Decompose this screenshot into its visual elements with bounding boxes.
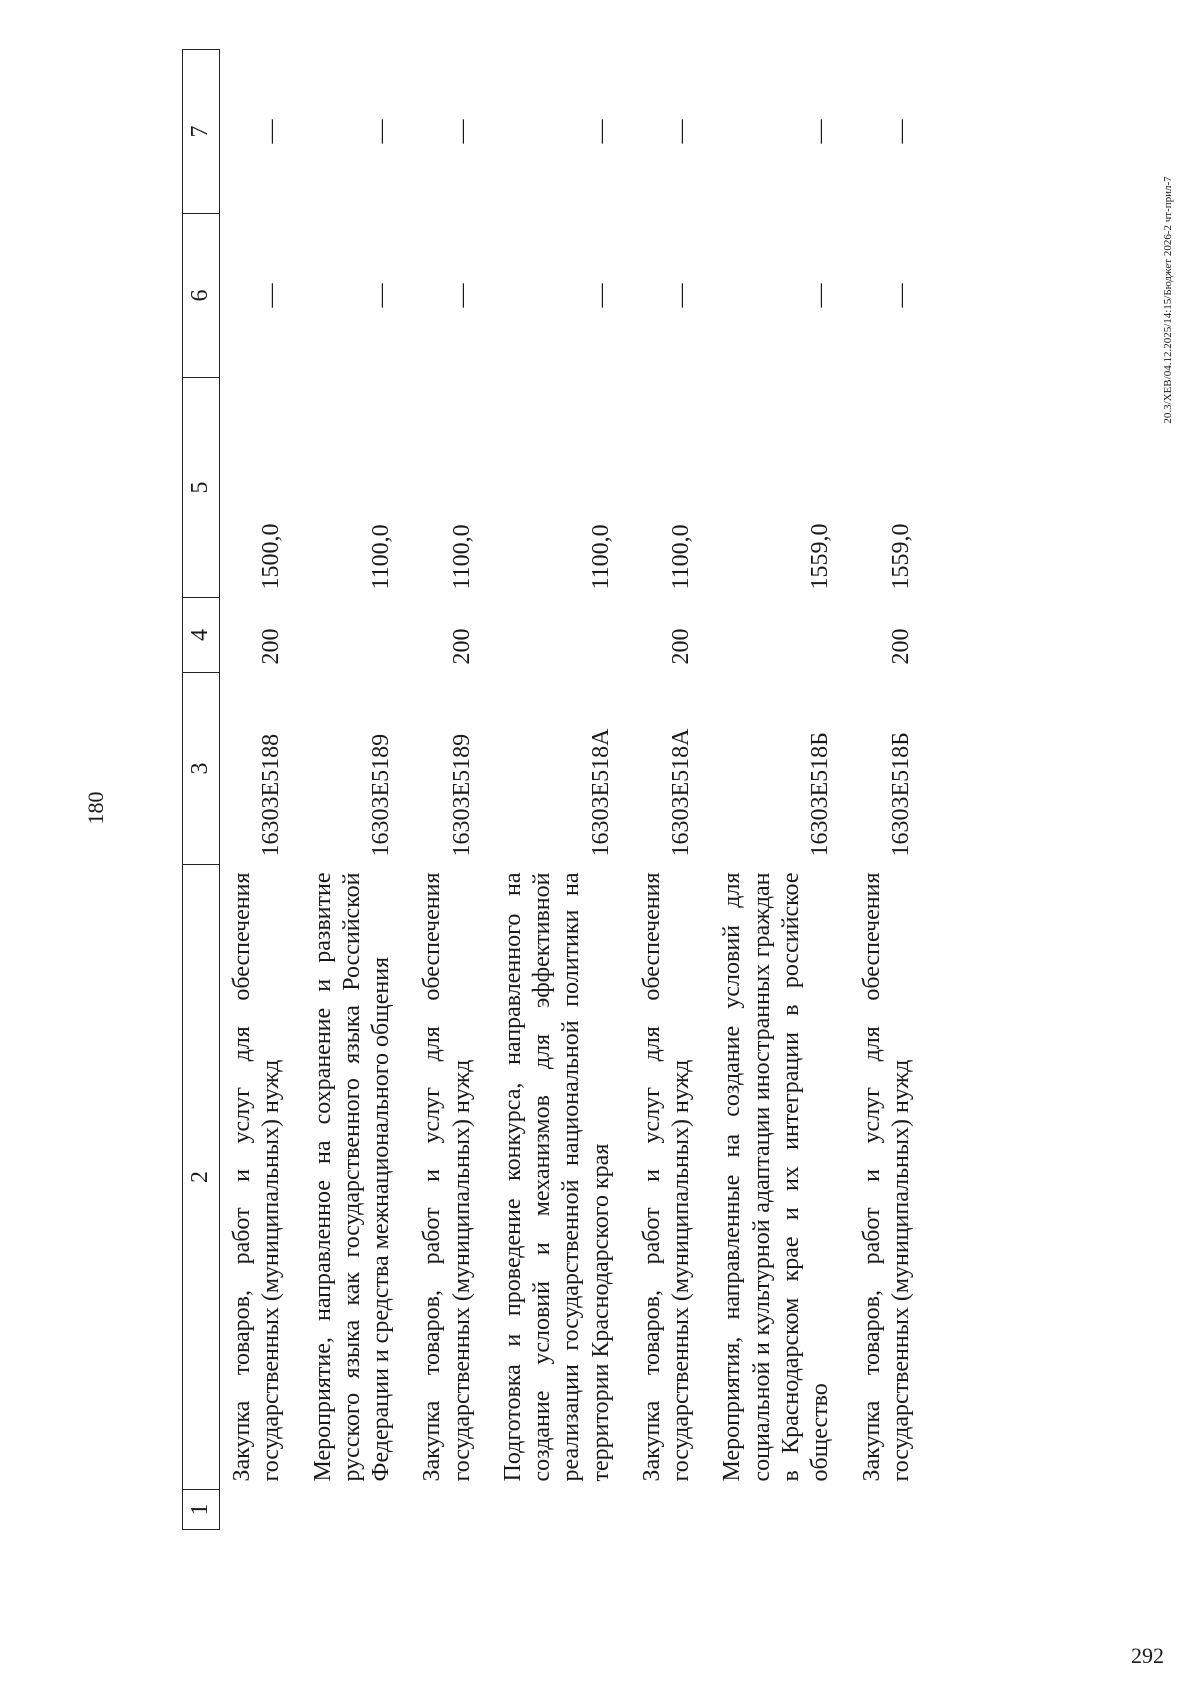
row-code: 16303Е518Б [887,732,914,857]
row-number [844,1490,925,1530]
row-amount: 1100,0 [668,524,695,590]
budget-table [182,49,924,1530]
row-amount: 1559,0 [887,523,914,590]
row-description: Подготовка и проведение конкурса, направленного на создание условий и механизмов для эффективной реализации государственной национальной политики на территории Краснодарского края [499,872,614,1482]
row-description: Закупка товаров, работ и услуг для обеспечения государственных (муниципальных) нужд [638,872,695,1482]
row-description: Мероприятия, направленные на создание условий для социальной и культурной адаптации иностранных граждан в Краснодарском крае и их интеграции в российское общество [719,872,834,1482]
footer-code: 20.3/ХЕВ/04.12.2025/14:15/Бюджет 2026-2 чт-прил-7 [1162,176,1174,424]
row-code: 16303Е5189 [368,733,395,857]
table-body [220,50,925,1530]
row-expense-type: 200 [668,628,695,665]
row-col7: — [368,119,395,144]
row-description: Закупка товаров, работ и услуг для обеспечения государственных (муниципальных) нужд [229,872,285,1482]
row-amount: 1100,0 [587,524,614,590]
row-expense-type: 200 [448,628,475,665]
row-col6: — [668,283,695,308]
table-row [485,50,624,1530]
row-number [485,1490,624,1530]
row-col6: — [448,283,475,308]
row-expense-type: 200 [887,628,914,665]
table-header [183,50,220,1530]
row-code: 16303Е5189 [448,733,475,857]
budget-table-rotated [182,50,1042,1530]
row-expense-type [295,598,405,673]
row-code: 16303Е5188 [258,733,285,857]
row-number [624,1490,705,1530]
table-row [220,50,295,1530]
row-description: Мероприятие, направленное на сохранение и развитие русского языка как государственного языка Российской Федерации и средства межнационального общения [309,872,395,1482]
row-col6: — [587,283,614,308]
sheet-number: 292 [1131,1643,1164,1668]
row-col7: — [807,119,834,144]
row-description: Закупка товаров, работ и услуг для обеспечения государственных (муниципальных) нужд [858,872,914,1482]
row-description: Закупка товаров, работ и услуг для обеспечения государственных (муниципальных) нужд [419,872,475,1482]
header-col-7: 7 [183,50,220,214]
row-expense-type [704,598,843,673]
row-code: 16303Е518А [668,728,695,857]
row-col7: — [887,119,914,144]
row-col7: — [668,119,695,144]
header-col-4: 4 [183,598,220,673]
header-col-6: 6 [183,214,220,378]
row-amount: 1500,0 [258,523,285,590]
row-amount: 1100,0 [368,524,395,590]
row-col7: — [448,119,475,144]
table-row [844,50,925,1530]
table-row [295,50,405,1530]
row-number [704,1490,843,1530]
row-code: 16303Е518А [587,728,614,857]
row-number [220,1490,295,1530]
row-col6: — [368,283,395,308]
row-col6: — [807,283,834,308]
table-row [704,50,843,1530]
row-col7: — [258,119,285,144]
header-col-2: 2 [183,865,220,1490]
page-number: 180 [83,791,108,825]
header-col-1: 1 [183,1490,220,1530]
header-row [183,50,220,1530]
table-row [404,50,485,1530]
row-number [404,1490,485,1530]
row-expense-type [485,598,624,673]
row-col7: — [587,119,614,144]
header-col-5: 5 [183,378,220,598]
row-amount: 1100,0 [448,524,475,590]
row-code: 16303Е518Б [807,732,834,857]
row-number [295,1490,405,1530]
header-col-3: 3 [183,673,220,865]
row-col6: — [258,283,285,308]
table-row [624,50,705,1530]
row-amount: 1559,0 [807,523,834,590]
row-col6: — [887,283,914,308]
row-expense-type: 200 [258,628,285,665]
